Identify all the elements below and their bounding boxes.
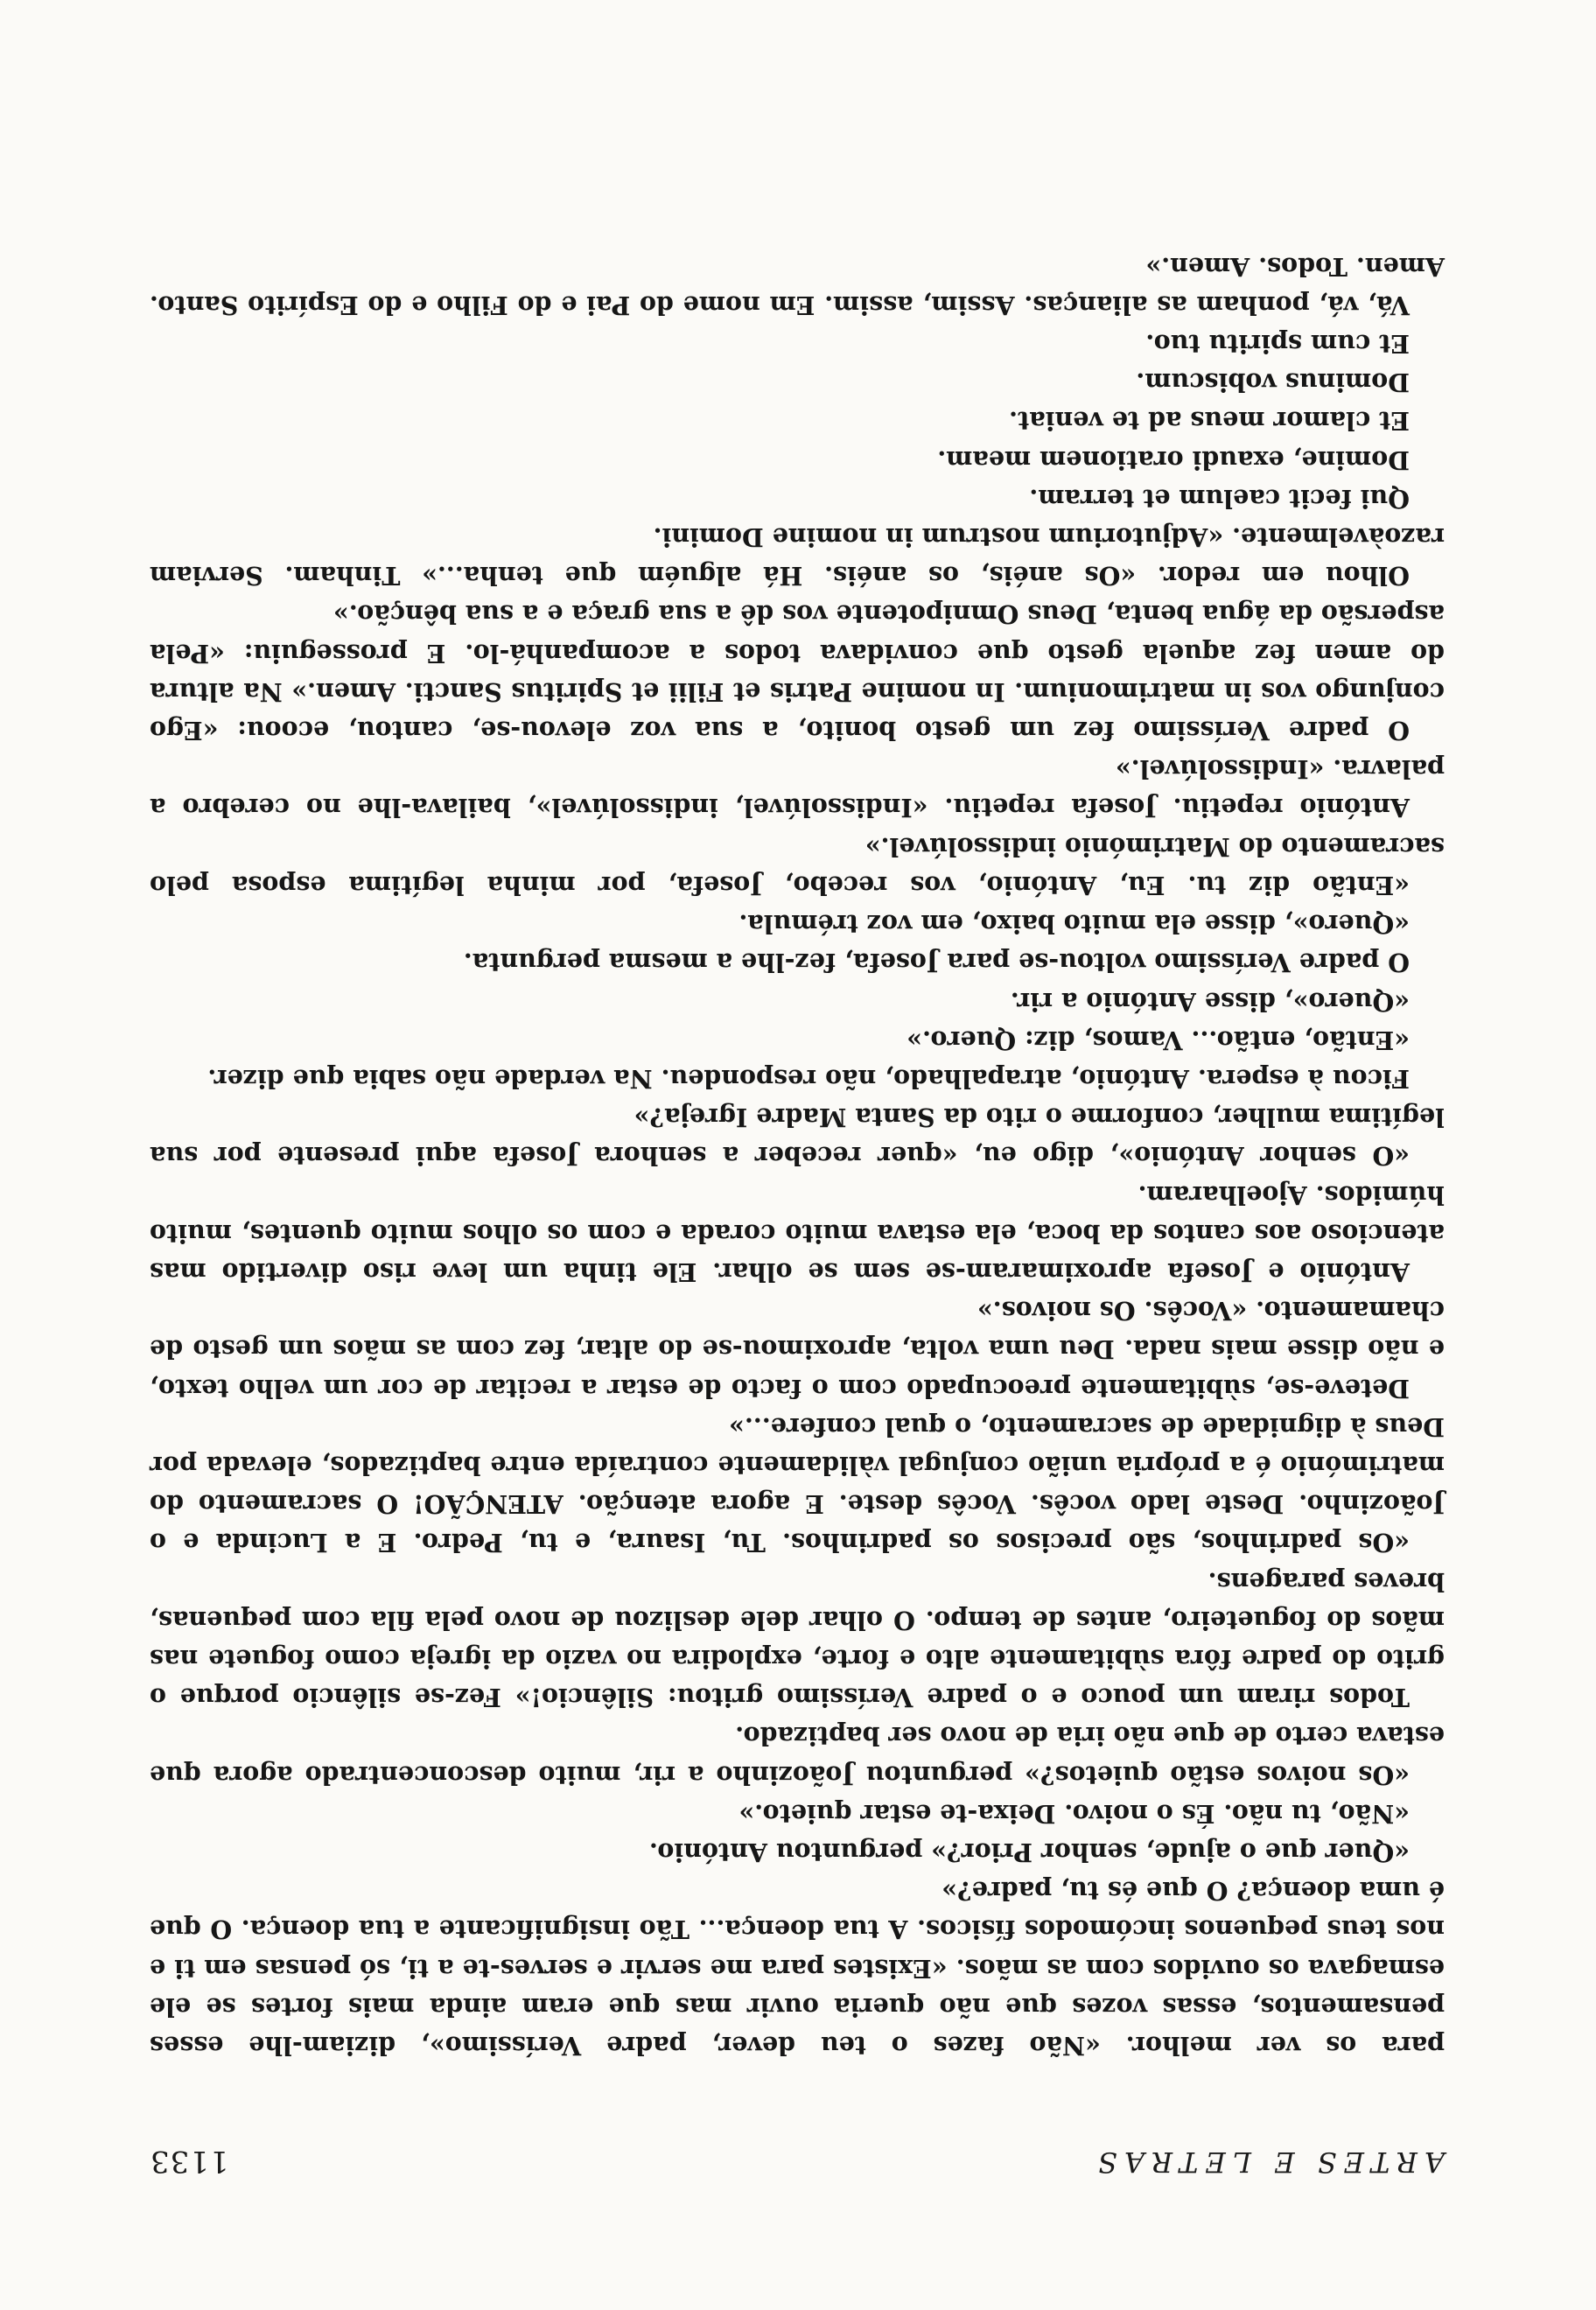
paragraph: Ficou à espera. António, atrapalhado, não respondeu. Na verdade não sabia que dizer.	[207, 1063, 1410, 1094]
latin-responses	[150, 325, 1445, 518]
page-number: 1133	[150, 2144, 229, 2179]
paragraph: O padre Veríssimo voltou-se para Josefa, fez-lhe a mesma pergunta.	[463, 948, 1410, 978]
running-head	[150, 2126, 1445, 2179]
paragraph: Todos riram um pouco e o padre Veríssimo gritou: Silêncio!» Fez-se silêncio porque o grito do padre fôra sùbitamente alto e forte, explodira no vazio da igreja como foguete nas mãos do fogueteiro, antes de tempo. O olhar dele deslizou de novo pela fila com pequenas, breves paragens.	[150, 1566, 1445, 1713]
paragraph: Deteve-se, sùbitamente preocupado com o facto de estar a recitar de cor um velho texto, e não disse mais nada. Deu uma volta, aproximou-se do altar, fez com as mãos um gesto de chamamento. «Vocês. Os noivos.»	[150, 1296, 1445, 1404]
paragraph: «O senhor António», digo eu, «quer receber a senhora Josefa aqui presente por sua legítima mulher, conforme o rito da Santa Madre Igreja?»	[150, 1102, 1445, 1172]
paragraph: «Quero», disse António a rir.	[1010, 986, 1410, 1017]
latin-line: Domine, exaudi orationem meam.	[937, 444, 1410, 475]
paragraph: «Então diz tu. Eu, António, vos recebo, Josefa, por minha legítima esposa pelo sacramento do Matrimónio indissolúvel.»	[150, 831, 1445, 900]
paragraph: António e Josefa aproximaram-se sem se olhar. Ele tinha um leve riso divertido mas atencioso aos cantos da boca, ela estava muito corada e com os olhos muito quentes, muito húmidos. Ajoelharam.	[150, 1180, 1445, 1287]
body-text	[150, 247, 1445, 2065]
paragraph: «Quer que o ajude, senhor Prior?» perguntou António.	[648, 1837, 1410, 1867]
running-title: ARTES E LETRAS	[1090, 2146, 1445, 2179]
final-paragraph: Vá, vá, ponham as alianças. Assim, assim. Em nome do Pai e do Filho e do Espírito Santo. Amen. Todos. Amen.»	[150, 251, 1445, 320]
paragraph: «Quero», disse ela muito baixo, em voz trémula.	[738, 909, 1410, 940]
latin-line: Dominus vobiscum.	[1136, 368, 1410, 398]
paragraph: Olhou em redor. «Os anéis, os anéis. Há alguém que tenha...» Tinham. Serviam razoàvelmente. «Adjutorium nostrum in nomine Domini.	[150, 522, 1445, 592]
paragraph: «Os padrinhos, são precisos os padrinhos. Tu, Isaura, e tu, Pedro. E a Lucinda e o Joãozinho. Deste lado vocês. Vocês deste. E agora atenção. ATENÇÃO! O sacramento do matrimónio é a própria união conjugal vàlidamente contraída entre baptizados, elevada por Deus à dignidade de sacramento, o qual confere...»	[150, 1411, 1445, 1558]
paragraph: «Então, então... Vamos, diz: Quero.»	[906, 1025, 1410, 1055]
paragraph: O padre Veríssimo fez um gesto bonito, a sua voz elevou-se, cantou, ecoou: «Ego conjungo vos in matrimonium. In nomine Patris et Filii et Spiritus Sancti. Amen.» Na altura do amen fez aquela gesto que convidava todos a acompanhá-lo. E prosseguiu: «Pela aspersão da água benta, Deus Omnipotente vos dê a sua graça e a sua bênção.»	[150, 599, 1445, 746]
paragraph: para os ver melhor. «Não fazes o teu dever, padre Veríssimo», diziam-lhe esses pensamentos, essas vozes que não queria ouvir mas que eram ainda mais fortes se ele esmagava os ouvidos com as mãos. «Existes para me servir e serves-te a ti, só pensas em ti e nos teus pequenos incómodos físicos. A tua doença... Tão insignificante a tua doença. O que é uma doença? O que és tu, padre?»	[150, 1876, 1445, 2061]
latin-line: Et cum spiritu tuo.	[1145, 329, 1410, 360]
paragraph: «Os noivos estão quietos?» perguntou Joãozinho a rir, muito desconcentrado agora que estava certo de que não iria de novo ser baptizado.	[150, 1721, 1445, 1790]
paragraph: «Não, tu não. És o noivo. Deixa-te estar quieto.»	[738, 1798, 1410, 1829]
paragraph: António repetiu. Josefa repetiu. «Indissolúvel, indissolúvel», bailava-lhe no cerebro a palavra. «Indissolúvel.»	[150, 754, 1445, 823]
page-content	[150, 247, 1445, 2179]
latin-line: Et clamor meus ad te veniat.	[1009, 406, 1410, 437]
latin-line: Qui fecit caelum et terram.	[1029, 483, 1410, 514]
